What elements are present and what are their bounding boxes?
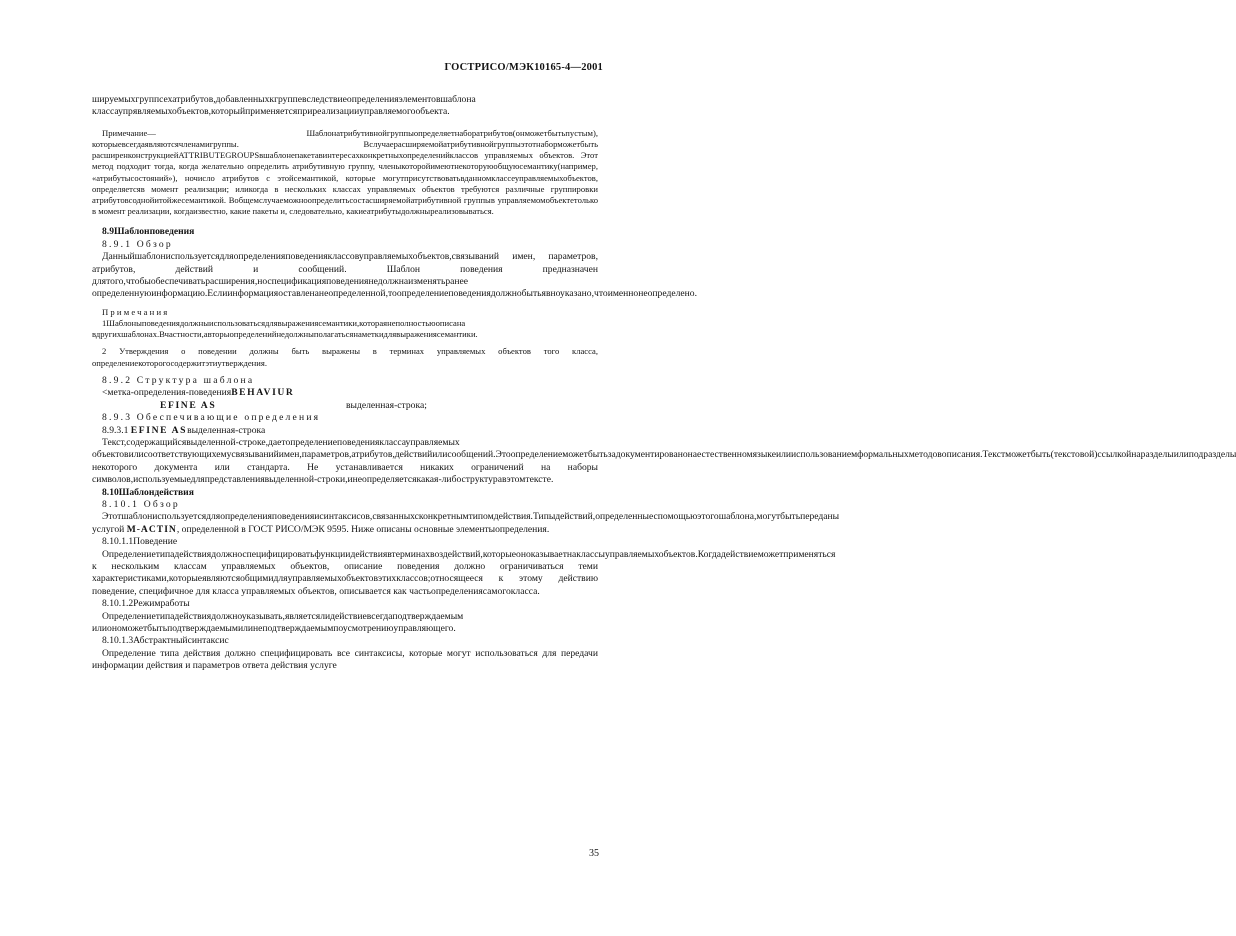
section-8-9-heading: 8.9Шаблонповедения — [102, 226, 195, 238]
define-as-keyword-2: EFINE AS — [130, 424, 188, 436]
behaviour-keyword: BEHAVIUR — [231, 387, 295, 399]
section-8-9-3-heading: 8.9.3 Обеспечивающие определения — [102, 412, 321, 424]
template-line-1 — [92, 387, 598, 399]
running-header: ГОСТРИСО/МЭК10165-4—2001 — [444, 62, 603, 73]
section-8-9-3-1-rest: выделенная-строка — [187, 424, 266, 436]
section-8-10-1-text — [92, 511, 840, 536]
section-8-10-1-3-text: Определение типа действия должно специфицировать все синтаксисы, которые могут использоваться для передачи информации действия и параметров ответа действия услуге — [92, 647, 598, 672]
note-1: 1Шаблоныповедениядолжныиспользоватьсядлявыражениясемантики,котораянеполностьюописана вдругихшаблонах.Вчастности,авторыопределенийнедолжныполагатьсянаметкидлявыражениясемантики. — [92, 318, 478, 340]
section-8-9-3-1-text: Текст,содержащийсявыделенной-строке,даетопределениеповеденияклассауправляемых объектовилисоответствующихемусвязыванийимен,параметров,атрибутов,действийилисообщений.Этоопределениеможетбытьзадокументированонаестественномязыкеилииспользованиемформальныхметодовописания.Текстможетбыть(текстовой)ссылкойнаразделыилиподразделы некоторого документа или стандарта. Не устанавливается никаких ограничений на наборы символов,используемыедляпредставлениявыделенной-строки,инеопределяетсякакая-либоструктуравэтомтексте. — [92, 436, 1236, 486]
define-as-keyword: EFINE AS — [160, 399, 217, 411]
section-8-9-3-1-heading — [92, 425, 598, 437]
section-8-10-1-text-b: , определенной в ГОСТ РИСО/МЭК 9595. Ниже описаны основные элементыопределения. — [176, 523, 550, 535]
template-label: <метка-определения-поведения — [102, 387, 232, 399]
continued-paragraph: шируемыхгруппсехатрибутов,добавленныхкгруппевследствиеопределенияэлементовшаблона классаупрявляемыхобъектов,которыйприменяетсяприреализацииуправляемогообъекта. — [92, 94, 476, 118]
section-8-9-1-heading: 8.9.1 Обзор — [102, 238, 173, 250]
m-action-keyword: M-ACTIN — [126, 523, 177, 535]
section-8-10-heading: 8.10Шаблондействия — [102, 486, 194, 498]
template-line-2 — [92, 400, 598, 412]
page-body — [92, 94, 1236, 673]
note-2: 2 Утверждения о поведении должны быть выражены в терминах управляемых объектов того класса, определениекоторогосодержитэтиутверждения. — [92, 346, 598, 368]
section-8-9-3-1-number: 8.9.3.1 — [102, 424, 129, 436]
section-8-10-1-1-text: Определениетипадействиядолжноспецифицироватьфункциидействиявтерминахвоздействий,которыеоноказываетнаклассыуправляемыхобъектов.Когдадействиеможетприменяться к нескольким классам управляемых объектов, описание поведения должно ограничиваться теми характеристиками,которыеявляютсяобщимидляуправляемыхобъектовэтихклассов;относящееся к этому действию поведение, специфичное для класса управляемых объектов, описывается как частьопределениясамогокласса. — [92, 548, 836, 597]
section-8-10-1-heading: 8.10.1 Обзор — [102, 498, 180, 510]
section-8-10-1-text-a: Этотшаблониспользуетсядляопределенияповеденияисинтаксисов,связанныхсконкретнымтипомдействия.Типыдействий,определенныеспомощьюэтогошаблона,могутбытьпереданы услугой — [92, 511, 840, 535]
section-8-10-1-2-text: Определениетипадействиядолжноуказывать,являетсялидействиевсегдаподтверждаемым илиономожетбытьподтверждаемымилинеподтверждаемымпоусмотрениюуправляющего. — [92, 610, 464, 635]
section-8-10-1-3-heading: 8.10.1.3Абстрактныйсинтаксис — [102, 635, 229, 647]
template-line-2-text: выделенная-строка; — [346, 399, 427, 411]
page-number: 35 — [589, 848, 599, 859]
section-8-10-1-2-heading: 8.10.1.2Режимработы — [102, 598, 190, 610]
section-8-9-2-heading: 8.9.2 Структура шаблона — [102, 374, 255, 386]
note-attribute-group: Примечание— Шаблонатрибутивнойгруппыопределяетнаборатрибутов(онможетбытьпустым), которыевсегдаявляютсячленамигруппы. Вслучаерасширяемойатрибутивнойгруппыэтотнаборможетбыть расширенконструкциейATTRIBUTEGROUPSвшаблонепакетавинтересахконкретныхопределенийклассов управляемых объектов. Этот метод подходит тогда, когда желательно определить атрибутивную группу, членыкоторойимеютнекоторуюобщуюсемантику(например, «атрибутысостояний»), ночисло атрибутов с этойсемантикой, которые могутприсутствоватьвданномклассеуправляемыхобъектов, определяетсяв момент реализации; иликогда в нескольких классах управляемых объектов требуются различные группировки атрибутовсоднойитойжесемантикой. Вобщемслучаеможноопределитьсостасширяемойатрибутивной группыв управляемомобъектетолько в момент реализации, когдаизвестно, какие пакеты и, следовательно, какиеатрибутыдолжныреализовываться. — [92, 127, 598, 217]
section-8-10-1-1-heading: 8.10.1.1Поведение — [102, 536, 178, 548]
notes-label: Примечания — [102, 306, 170, 317]
section-8-9-1-text: Данныйшаблониспользуетсядляопределенияповеденияклассовуправляемыхобъектов,связываний имен, параметров, атрибутов, действий и сообщений. Шаблон поведения предназначен длятого,чтобыобеспечиватьрасширения,носпецификацияповедениянедолжнаизменятьранее определеннуюинформацию.Еслиинформацияоставленанеопределенной,тоопределениеповедениядолжнобытьявноуказано,чтоименнонеопределено. — [92, 251, 697, 300]
